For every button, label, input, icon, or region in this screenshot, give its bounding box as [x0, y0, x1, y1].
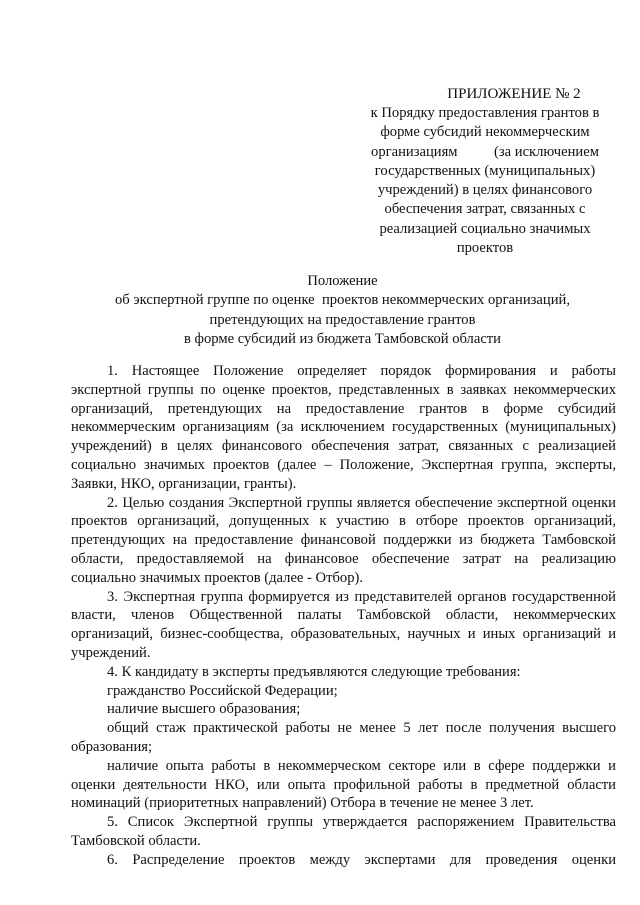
appendix-line: обеспечения затрат, связанных с	[384, 201, 586, 218]
appendix-line: реализацией социально значимых	[379, 220, 591, 237]
heading-line: об экспертной группе по оценке проектов некоммерческих организаций,	[115, 292, 570, 309]
requirement-item: гражданство Российской Федерации;	[107, 682, 338, 699]
appendix-line: проектов	[456, 240, 514, 257]
paragraph-2: 2. Целью создания Экспертной группы является обеспечение экспертной оценки проектов организаций, допущенных к участию в отборе проектов организаций, претендующих на предоставление финансовой поддержки из бюджета Тамбовской области, предоставляемой на финансовое обеспечение затрат на реализацию социально значимых проектов (далее - Отбор).	[71, 494, 616, 586]
requirement-item: общий стаж практической работы не менее 5 лет после получения высшего образования;	[71, 720, 616, 755]
heading-line: в форме субсидий из бюджета Тамбовской области	[184, 330, 501, 347]
requirement-item: наличие опыта работы в некоммерческом секторе или в сфере поддержки и оценки деятельности НКО, или опыта профильной работы в предметной области номинаций (приоритетных направлений) Отбора в течение не менее 3 лет.	[71, 757, 616, 812]
paragraph-5: 5. Список Экспертной группы утверждается распоряжением Правительства Тамбовской области.	[71, 814, 616, 849]
appendix-line: форме субсидий некоммерческим	[380, 124, 590, 141]
appendix-line: к Порядку предоставления грантов в	[370, 105, 600, 121]
appendix-line: учреждений) в целях финансового	[377, 182, 593, 199]
paragraph-6: 6. Распределение проектов между экспертами для проведения оценки	[107, 851, 616, 868]
document-body	[71, 362, 616, 870]
heading-line: претендующих на предоставление грантов	[209, 311, 476, 328]
appendix-title: ПРИЛОЖЕНИЕ № 2	[447, 86, 581, 102]
paragraph-4: 4. К кандидату в эксперты предъявляются следующие требования:	[107, 663, 521, 680]
requirement-item: наличие высшего образования;	[107, 701, 301, 718]
heading-title: Положение	[307, 273, 378, 289]
appendix-block	[360, 84, 610, 258]
paragraph-3: 3. Экспертная группа формируется из представителей органов государственной власти, членов Общественной палаты Тамбовской области, некоммерческих организаций, бизнес-сообщества, образовательных, научных и иных организаций и учреждений.	[71, 588, 616, 661]
appendix-line: государственных (муниципальных)	[374, 162, 596, 179]
paragraph-1: 1. Настоящее Положение определяет порядок формирования и работы экспертной группы по оценке проектов, представленных в заявках некоммерческих организаций, претендующих на предоставление грантов в форме субсидий некоммерческим организациям (за исключением государственных (муниципальных) учреждений) в целях финансового обеспечения затрат, связанных с реализацией социально значимых проектов (далее – Положение, Экспертная группа, эксперты, Заявки, НКО, организации, гранты).	[71, 363, 616, 492]
document-heading	[70, 272, 615, 349]
appendix-line: организациям (за исключением	[371, 143, 599, 160]
